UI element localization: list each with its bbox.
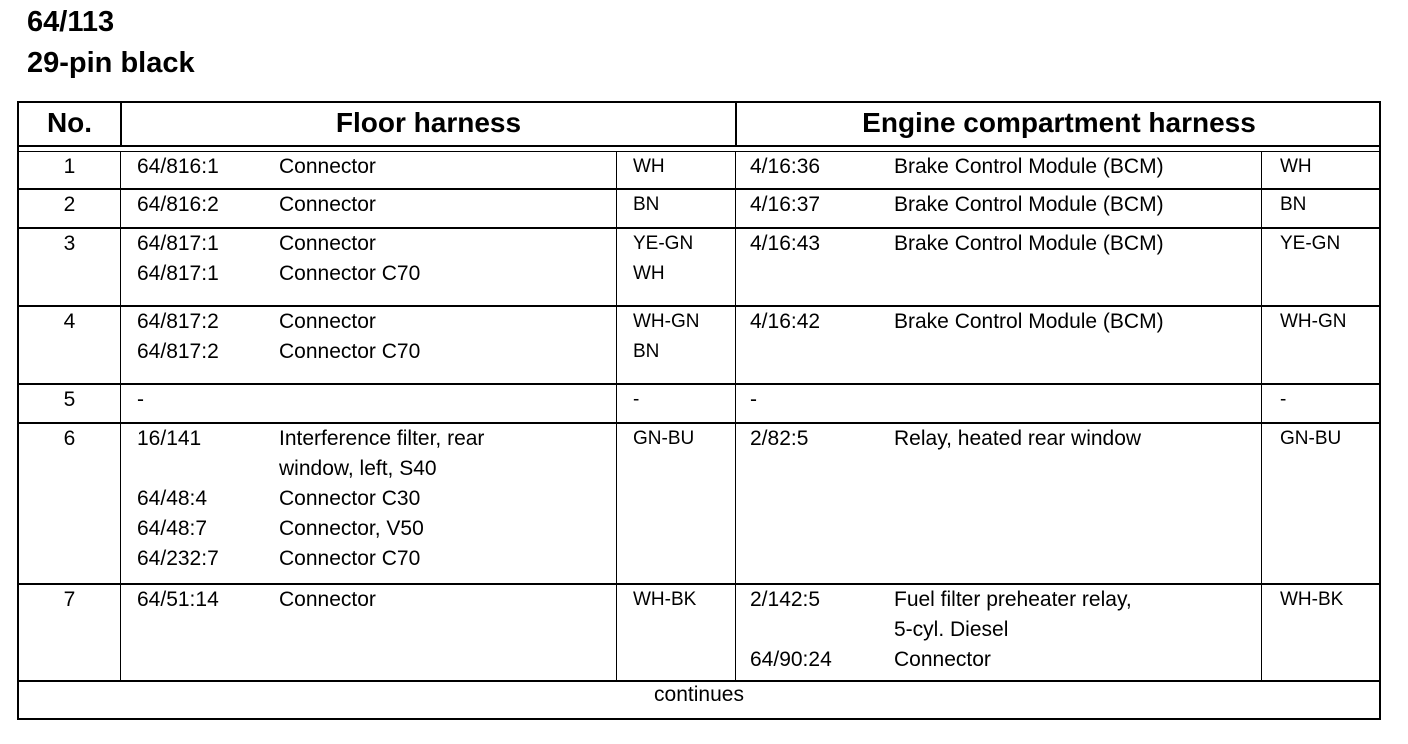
floor-component-description: Connector C70 (279, 262, 421, 285)
floor-component-description: Connector (279, 310, 376, 333)
column-divider (1261, 229, 1262, 305)
column-divider (1261, 585, 1262, 680)
engine-component-description: Connector (894, 648, 991, 671)
column-divider (1261, 152, 1262, 188)
engine-wire-colors (1280, 154, 1312, 184)
engine-wire-color: BN (1280, 194, 1307, 215)
engine-wire-colors (1280, 387, 1286, 417)
table-row (19, 385, 1379, 424)
engine-wire-colors (1280, 309, 1346, 339)
floor-wire-colors (633, 387, 639, 417)
pin-number: 1 (63, 155, 76, 178)
engine-wire-color: GN-BU (1280, 428, 1342, 449)
engine-component-description: Fuel filter preheater relay, (894, 588, 1132, 611)
floor-component-description: Connector C70 (279, 547, 421, 570)
floor-component-description: Interference filter, rear (279, 427, 485, 450)
connector-description-heading: 29-pin black (27, 47, 195, 79)
engine-component-id: 4/16:43 (750, 232, 821, 255)
column-divider (735, 190, 736, 227)
engine-wire-color: WH-GN (1280, 311, 1347, 332)
floor-wire-colors (633, 231, 693, 291)
column-divider (1261, 424, 1262, 583)
floor-wire-colors (633, 154, 665, 184)
column-divider (616, 385, 617, 422)
pin-number: 5 (63, 388, 76, 411)
pin-number: 3 (63, 232, 76, 255)
floor-component-description: Connector C30 (279, 487, 421, 510)
engine-component-id: 2/142:5 (750, 588, 821, 611)
pin-number: 7 (63, 588, 76, 611)
floor-wire-color: WH-GN (633, 311, 700, 332)
engine-component-id: 4/16:37 (750, 193, 821, 216)
floor-component-description: Connector (279, 588, 376, 611)
floor-component-id: 64/817:1 (137, 262, 219, 285)
floor-component-description: Connector (279, 232, 376, 255)
column-divider (1261, 385, 1262, 422)
floor-component-id: 64/48:7 (137, 517, 208, 540)
pin-number: 2 (63, 193, 76, 216)
column-divider (120, 229, 121, 305)
column-divider (735, 385, 736, 422)
engine-component-description: Relay, heated rear window (894, 427, 1142, 450)
floor-wire-color: WH-BK (633, 589, 697, 610)
header-engine-harness: Engine compartment harness (862, 107, 1256, 138)
engine-component-description: Brake Control Module (BCM) (894, 193, 1164, 216)
floor-wire-colors (633, 192, 659, 222)
engine-wire-colors (1280, 231, 1340, 261)
column-divider (120, 190, 121, 227)
column-divider (616, 424, 617, 583)
engine-wire-color: WH-BK (1280, 589, 1344, 610)
floor-wire-colors (633, 587, 696, 617)
engine-component-id: 2/82:5 (750, 427, 809, 450)
header-no: No. (46, 107, 93, 138)
table-row (19, 424, 1379, 585)
floor-component-description: Connector C70 (279, 340, 421, 363)
floor-component-id: 64/816:2 (137, 193, 219, 216)
column-divider (735, 152, 736, 188)
floor-component-id: 16/141 (137, 427, 202, 450)
pinout-table (17, 101, 1381, 720)
floor-wire-color: - (633, 389, 640, 410)
table-row (19, 190, 1379, 229)
floor-wire-colors (633, 309, 699, 369)
column-divider (1261, 307, 1262, 383)
engine-wire-color: - (1280, 389, 1287, 410)
engine-component-id: 64/90:24 (750, 648, 832, 671)
continues-note: continues (654, 683, 744, 706)
engine-wire-colors (1280, 587, 1343, 617)
floor-wire-color: BN (633, 194, 660, 215)
floor-component-id: 64/816:1 (137, 155, 219, 178)
engine-component-description: Brake Control Module (BCM) (894, 155, 1164, 178)
engine-component-id: 4/16:36 (750, 155, 821, 178)
column-divider (616, 307, 617, 383)
engine-component-id: 4/16:42 (750, 310, 821, 333)
column-divider (735, 307, 736, 383)
floor-component-id: - (137, 388, 144, 411)
floor-component-description: Connector (279, 155, 376, 178)
floor-component-id: 64/817:1 (137, 232, 219, 255)
pin-number: 4 (63, 310, 76, 333)
header-floor-harness: Floor harness (335, 107, 522, 138)
table-row (19, 585, 1379, 682)
floor-wire-color: YE-GN (633, 233, 694, 254)
floor-component-id: 64/817:2 (137, 310, 219, 333)
engine-wire-colors (1280, 192, 1306, 222)
floor-component-id: 64/51:14 (137, 588, 219, 611)
column-divider (616, 152, 617, 188)
floor-component-id: 64/817:2 (137, 340, 219, 363)
floor-component-description: Connector, V50 (279, 517, 424, 540)
column-divider (616, 585, 617, 680)
column-divider (120, 585, 121, 680)
column-divider (120, 424, 121, 583)
engine-component-description: 5-cyl. Diesel (894, 618, 1009, 641)
column-divider (120, 307, 121, 383)
floor-wire-colors (633, 426, 694, 456)
column-divider (735, 424, 736, 583)
column-divider (735, 229, 736, 305)
column-divider (616, 190, 617, 227)
table-row (19, 307, 1379, 385)
floor-wire-color: GN-BU (633, 428, 695, 449)
engine-wire-color: YE-GN (1280, 233, 1341, 254)
connector-id-heading: 64/113 (27, 6, 115, 38)
engine-component-id: - (750, 388, 757, 411)
engine-component-description: Brake Control Module (BCM) (894, 232, 1164, 255)
table-row (19, 229, 1379, 307)
floor-wire-color: BN (633, 341, 660, 362)
floor-component-id: 64/232:7 (137, 547, 219, 570)
engine-wire-color: WH (1280, 156, 1312, 177)
table-row (19, 152, 1379, 190)
column-divider (616, 229, 617, 305)
column-divider (735, 585, 736, 680)
column-divider (120, 385, 121, 422)
table-header (19, 103, 1379, 147)
engine-component-description: Brake Control Module (BCM) (894, 310, 1164, 333)
engine-wire-colors (1280, 426, 1341, 456)
column-divider (120, 152, 121, 188)
floor-component-id: 64/48:4 (137, 487, 208, 510)
floor-wire-color: WH (633, 263, 665, 284)
column-divider (1261, 190, 1262, 227)
floor-wire-color: WH (633, 156, 665, 177)
floor-component-description: window, left, S40 (279, 457, 437, 480)
pin-number: 6 (63, 427, 76, 450)
floor-component-description: Connector (279, 193, 376, 216)
